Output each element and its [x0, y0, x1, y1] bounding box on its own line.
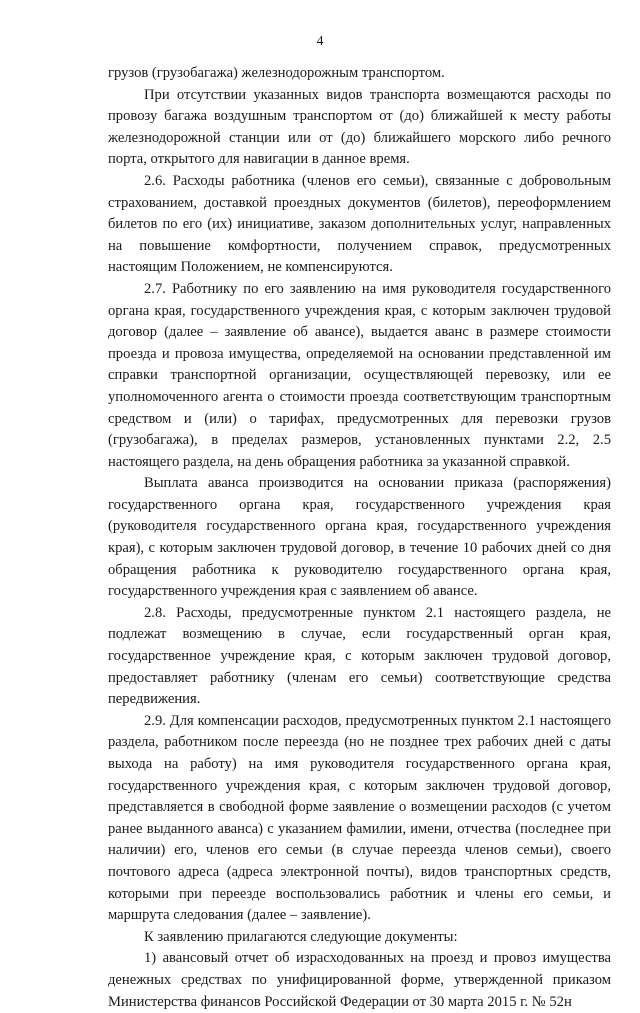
paragraph-advance-order: Выплата аванса производится на основании приказа (распоряжения) государственного органа края, государственного учреждения края (руководителя государственного органа края, государственного учреждения края), с которым заключен трудовой договор, в течение 10 рабочих дней со дня обращения работника к руководителю государственного органа края, государственного учреждения края с заявлением об авансе. — [108, 475, 611, 600]
paragraph-clause-2-8: 2.8. Расходы, предусмотренные пунктом 2.1 настоящего раздела, не подлежат возмещению в случае, если государственный орган края, государственное учреждение края, с которым заключен трудовой договор, предоставляет работнику (членам его семьи) соответствующие средства передвижения. — [108, 604, 611, 708]
paragraph-documents-intro: К заявлению прилагаются следующие документы: — [144, 928, 458, 945]
paragraph-clause-2-9: 2.9. Для компенсации расходов, предусмотренных пунктом 2.1 настоящего раздела, работником после переезда (но не позднее трех рабочих дней с даты выхода на работу) на имя руководителя государственного органа края, государственного учреждения края, с которым заключен трудовой договор, представляется в свободной форме заявление о возмещении расходов (с учетом ранее выданного аванса) с указанием фамилии, имени, отчества (последнее при наличии) его, членов его семьи (в случае переезда членов семьи), своего почтового адреса (адреса электронной почты), видов транспортных средств, которыми при переезде воспользовались работник и члены его семьи, и маршрута следования (далее – заявление). — [108, 712, 611, 924]
paragraph-item-1: 1) авансовый отчет об израсходованных на проезд и провоз имущества денежных средствах по унифицированной форме, утвержденной приказом Министерства финансов Российской Федерации от 30 марта 2015 г. № 52н — [108, 950, 611, 1010]
paragraph-air-baggage: При отсутствии указанных видов транспорта возмещаются расходы по провозу багажа воздушным транспортом от (до) ближайшей к месту работы железнодорожной станции или от (до) ближайшего морского либо речного порта, открытого для навигации в данное время. — [108, 86, 611, 168]
paragraph-clause-2-7: 2.7. Работнику по его заявлению на имя руководителя государственного органа края, государственного учреждения края, с которым заключен трудовой договор (далее – заявление об авансе), выдается аванс в размере стоимости проезда и провоза имущества, определяемой на основании представленной им справки транспортной организации, осуществляющей перевозку, или ее уполномоченного агента о стоимости проезда соответствующим транспортным средством и (или) о тарифах, предусмотренных для перевозки грузов (грузобагажа), в пределах размеров, установленных пунктами 2.2, 2.5 настоящего раздела, на день обращения работника за указанной справкой. — [108, 280, 611, 470]
paragraph-cargo-end: грузов (грузобагажа) железнодорожным транспортом. — [108, 65, 445, 81]
paragraph-clause-2-6: 2.6. Расходы работника (членов его семьи), связанные с добровольным страхованием, доставкой проездных документов (билетов), переоформлением билетов по его (их) инициативе, заказом дополнительных услуг, направленных на повышение комфортности, получением справок, предусмотренных настоящим Положением, не компенсируются. — [108, 172, 611, 276]
document-body — [108, 63, 611, 1013]
page-number: 4 — [316, 34, 324, 49]
